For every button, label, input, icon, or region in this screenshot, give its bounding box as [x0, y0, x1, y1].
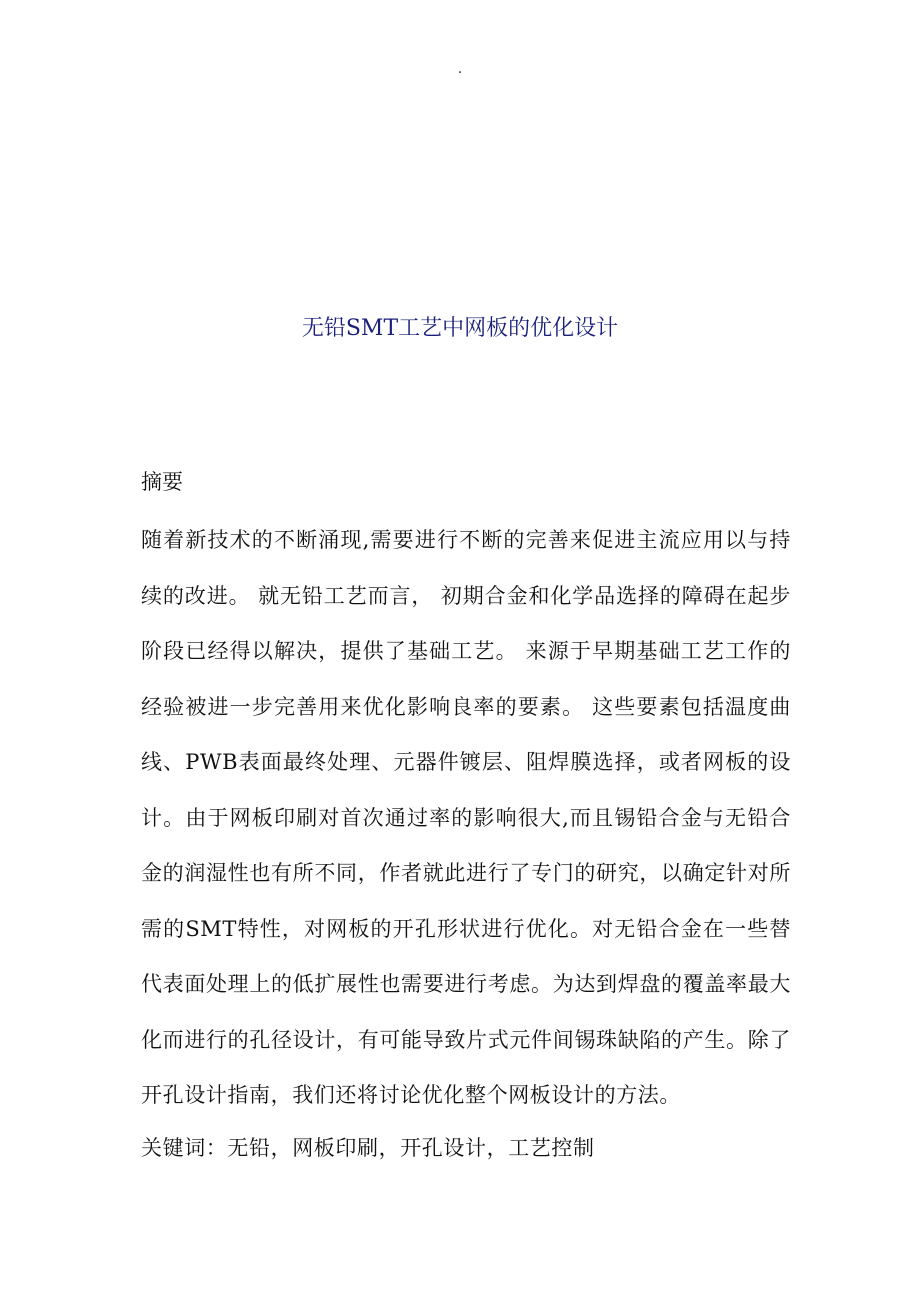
abstract-body: 随着新技术的不断涌现,需要进行不断的完善来促进主流应用以与持续的改进。 就无铅工艺而言， 初期合金和化学品选择的障碍在起步阶段已经得以解决，提供了基础工艺。 来源于早期基础工艺工作的经验被进一步完善用来优化影响良率的要素。 这些要素包括温度曲线、PWB表面最终处理、元器件镀层、阻焊膜选择，或者网板的设计。由于网板印刷对首次通过率的影响很大,而且锡铅合金与无铅合金的润湿性也有所不同，作者就此进行了专门的研究，以确定针对所需的SMT特性，对网板的开孔形状进行优化。对无铅合金在一些替代表面处理上的低扩展性也需要进行考虑。为达到焊盘的覆盖率最大化而进行的孔径设计，有可能导致片式元件间锡珠缺陷的产生。除了开孔设计指南，我们还将讨论优化整个网板设计的方法。 [141, 528, 791, 1107]
abstract-heading: 摘要 [141, 470, 183, 494]
document-title: 无铅SMT工艺中网板的优化设计 [301, 316, 619, 341]
header-mark: . [457, 61, 463, 77]
keywords-line: 关键词：无铅，网板印刷，开孔设计，工艺控制 [141, 1136, 595, 1160]
